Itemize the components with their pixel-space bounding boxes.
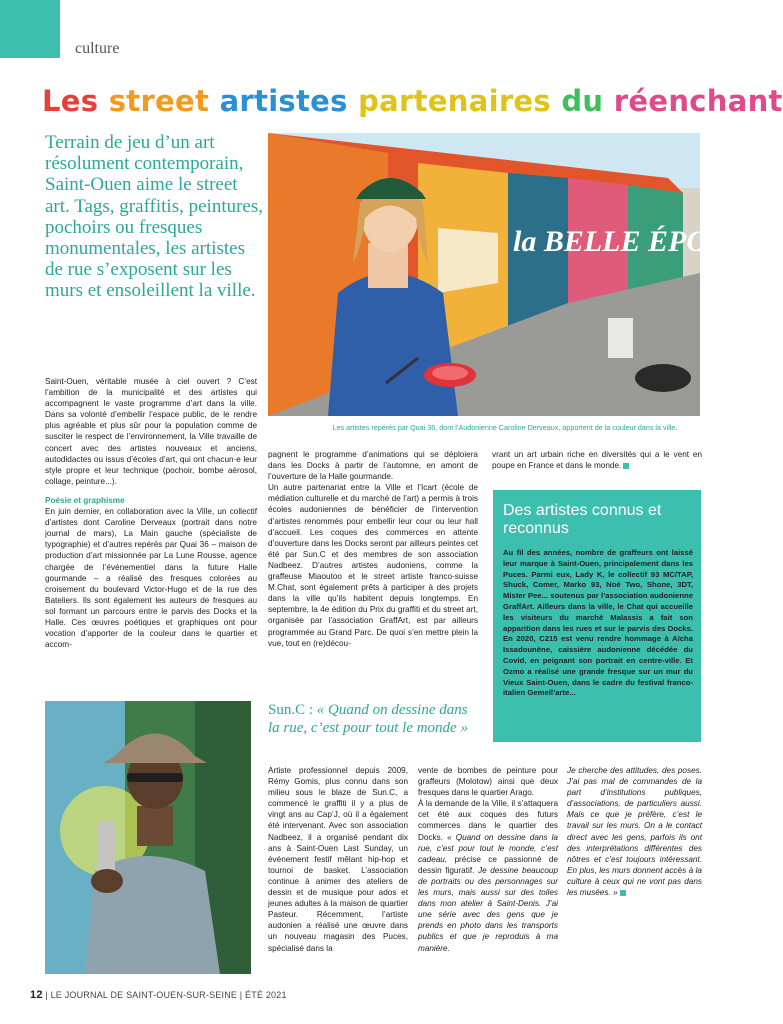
end-mark-icon [623,463,629,469]
photo-caption: Les artistes repérés par Quai 36, dont l’Audonienne Caroline Derveaux, apportent de la couleur dans la ville. [332,423,678,432]
paragraph: pagnent le programme d’animations qui se déploiera dans les Docks à partir de l’automne, en amont de l’ouverture de la Halle gourmande. [268,450,478,482]
portrait-photo [45,701,251,974]
page-footer [30,989,287,1001]
paragraph: vente de bombes de peinture pour graffeurs (Molotow) ainsi que deux fresques dans le quartier Arago. [418,766,558,798]
interviewee-name: Sun.C : [268,702,317,718]
paragraph: Saint-Ouen, véritable musée à ciel ouvert ? C’est l’ambition de la municipalité et des artistes qui accompagnent le vaste programme d’art dans la ville. Dans sa volonté d’embellir l’espace public, de le rendre plus agréable et plus sûr pour la population comme de susciter le respect de l’environnement, la Ville travaille de concert avec des artistes nouveaux et anciens, autodidactes ou issus d’écoles d’art, qui ont chacun·e leur style propre et leur technique (pochoir, bombe aérosol, collage, peinture...). [45,377,257,486]
paragraph: Un autre partenariat entre la Ville et l’Icart (école de médiation culturelle et du marché de l’art) a permis à trois écoles audoniennes de bénéficier de l’intervention d’artistes renommés pour embellir leur cour ou leur hall d’accueil. Les coques des commerces en attente d’ouverture dans les Docks seront par ailleurs peintes cet été par Sun.C et des membres de son association Nadbeez. D’autres artistes audoniens, comme la graffeuse Miaoutoo et le street artiste franco-suisse M.Chat, sont également prêts à participer à des projets dans la ville qu’ils habitent depuis longtemps. En septembre, la 4e édition du Prix du graffiti et du street art, organisée par l’association GraffArt, est par ailleurs programmée au Grand Parc. De quoi s’en mettre plein la vue, tout en (re)décou- [268,483,478,648]
article-column-1 [45,376,257,650]
article-intro: Terrain de jeu d’un art résolument contemporain, Saint-Ouen aime le street art. Tags, graffitis, peintures, pochoirs ou fresques monumentales, les artistes de rue s’exposent sur les murs et ensoleillent la ville. [45,132,263,302]
footer-separator: | [239,990,246,1000]
section-label: culture [75,40,120,57]
end-mark-icon [620,890,626,896]
interview-column-3 [567,765,702,898]
mural-lettering: la BELLE ÉPOQUE [513,225,772,258]
box-text: Au fil des années, nombre de graffeurs ont laissé leur marque à Saint-Ouen, principalement dans les Puces. Parmi eux, Lady K, le collectif 93 MC/TAP, Shuck, Comer, Marko 93, Noé Two, Shone, 3DT, Mister Pee... soutenus par l’association audonienne GraffArt. Ailleurs dans la ville, le Chat qui accueille les visiteurs du marché Malassis a fait son apparition dans les rues et sur le parvis des Docks. En 2020, C215 est venu rendre hommage à Aïcha Issadounène, caissière audonienne décédée du Covid, en peignant son portrait en centre-ville. Et Ozmo a réalisé une grande fresque sur un mur du Vieux Saint-Ouen, dans le cadre du festival franco-italien Gemell’arte... [503,548,693,698]
article-column-3 [492,449,702,471]
title-word: street [108,84,210,118]
interview-quote: « Quand on dessine dans la rue, c’est pour tout le monde » [268,702,468,736]
paragraph: En juin dernier, en collaboration avec la Ville, un collectif d’artistes dont Caroline Derveaux (portrait dans notre journal de mars), La Main gauche (spécialiste de typographie) et d’autres repérés par Quai 36 – maison de production d’art missionnée par La Lune Rousse, agence chargée de l’événementiel dans la future Halle gourmande – a réalisé des fresques colorées au croisement du boulevard Victor-Hugo et de la rue des Bateliers. Ils sont également les auteurs de fresques au sol formant un parcours entre le parvis des Docks et la Halle. Ces œuvres poétiques et graphiques ont pour vocation d’apporter de la couleur dans le quartier et accom- [45,507,257,650]
section-color-tab [0,0,60,58]
paragraph: Artiste professionnel depuis 2009, Rémy Gomis, plus connu dans son milieu sous le blaze de Sun.C, a commencé le graffiti il y a plus de vingt ans au Cap’J, où il a également été intervenant. Avec son association Nadbeez, il a organisé pendant dix ans à Saint-Ouen Last Sunday, un événement festif mêlant hip-hop et tournoi de basket. L’association continue à animer des ateliers de dessin et de musique pour ados et jeunes adultes à la maison de quartier Pasteur. Récemment, l’artiste audonien a réalisé une œuvre dans un nouveau magasin des Puces, spécialisé dans la [268,766,408,953]
article-column-2 [268,449,478,649]
issue-season: ÉTÉ 2021 [245,990,287,1000]
paragraph: vrant un art urbain riche en diversités qui a le vent en poupe en France et dans le monde. [492,450,702,471]
title-word: partenaires [358,84,551,118]
paragraph-text: À la demande de la Ville, il s’attaquera cet été aux coques des futurs commerces dans le quartier des Docks. [418,799,558,842]
interview-heading [268,701,478,737]
paragraph-text: précise ce passionné de dessin figuratif. [418,854,558,875]
subheading: Poésie et graphisme [45,495,125,505]
article-title [42,84,783,118]
quote-text: Je cherche des attitudes, des poses. J’ai pas mal de commandes de la part d’institutions publiques, d’associations, de particuliers aussi. Mais ce que je préfère, c’est le travail sur les murs. On a le contact direct avec les gens, parfois ils ont des interprétations différentes des nôtres et c’est toujours intéressant. En plus, les murs donnent accès à la culture à ceux qui ne vont pas dans les musées. » [567,766,702,898]
title-word: Les [42,84,99,118]
title-word: du [561,84,604,118]
title-word: artistes [219,84,348,118]
title-word: réenchant [613,84,783,118]
sidebar-box [493,490,701,742]
quote-text: Je dessine beaucoup de portraits ou des personnages sur les murs, mais aussi sur des toiles dans mon atelier à Saint-Denis. J’ai une série avec des gens que je prends en photo dans les transports publics et que je reproduis à ma manière. [418,865,559,953]
footer-separator: | [45,990,51,1000]
page-number: 12 [30,989,43,1001]
quote-text: « Quand on dessine dans la rue, c’est pour tout le monde, c’est cadeau, [418,832,558,864]
interview-column-1 [268,765,408,954]
journal-name: LE JOURNAL DE SAINT-OUEN-SUR-SEINE [50,990,238,1000]
interview-column-2 [418,765,558,954]
mural-photo [268,133,772,416]
box-title: Des artistes connus et reconnus [503,502,662,537]
